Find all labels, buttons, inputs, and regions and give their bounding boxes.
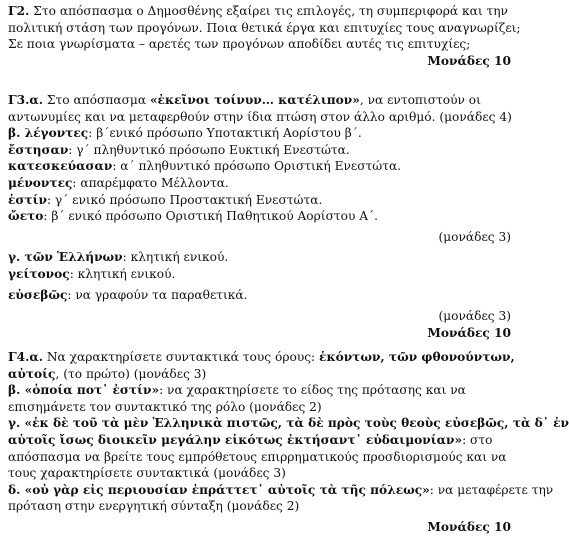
g4-g-line-4: τους χαρακτηρίσετε συντακτικά (μονάδες 3)	[8, 466, 286, 481]
g4-g-rest: : στο	[462, 432, 493, 447]
g4-b-label: β.	[8, 383, 25, 398]
g3-g-marks: (μονάδες 3)	[438, 309, 511, 324]
g3-g-item-3	[8, 287, 511, 304]
g4-d-line-2: πρόταση στην ενεργητική σύνταξη (μονάδες 2)	[8, 499, 300, 514]
item-desc: : απαρέμφατο Μέλλοντα.	[72, 175, 229, 190]
g3-b-marks: (μονάδες 3)	[438, 229, 511, 244]
item-word: ἐστίν	[8, 192, 47, 207]
question-g4	[8, 349, 569, 536]
g4-g-quote-1: «ἐκ δὲ τοῦ τὰ μὲν Ἑλληνικὰ πιστῶς, τὰ δὲ πρὸς τοὺς θεοὺς εὐσεβῶς, τὰ δ᾽ ἐν	[24, 416, 569, 431]
item-word: λέγοντες	[24, 126, 89, 141]
g3-g-label: γ.	[8, 250, 25, 265]
g2-marks: Μονάδες 10	[427, 53, 511, 68]
item-desc: : γ΄ πληθυντικό πρόσωπο Ευκτική Ενεστώτα.	[68, 142, 350, 157]
g2-label: Γ2.	[8, 4, 30, 18]
g4-label: Γ4.α.	[8, 350, 43, 364]
g4-g-line-3: απόσπασμα να βρείτε τους εμπρόθετους επιρρηματικούς προσδιορισμούς και να	[8, 449, 507, 464]
item-desc: : β΄ ενικό πρόσωπο Οριστική Παθητικού Αορίστου Α΄.	[43, 209, 379, 224]
g3-line-1	[8, 92, 511, 109]
g2-line-1-text: Στο απόσπασμα ο Δημοσθένης εξαίρει τις επιλογές, τη συμπεριφορά και την	[33, 4, 508, 18]
g4-b-rest: : να χαρακτηρίσετε το είδος της πρότασης και να	[159, 383, 466, 398]
g4-a-line-2	[8, 366, 511, 383]
g4-g-label: γ.	[8, 416, 25, 431]
g4-d-quote: «οὐ γὰρ εἰς περιουσίαν ἐπράττετ᾽ αὐτοῖς τὰ τῆς πόλεως»	[24, 482, 430, 497]
g4-a-line-1	[8, 349, 515, 366]
g2-line-1	[8, 3, 511, 20]
item-desc: : κλητική ενικού.	[122, 250, 229, 265]
g4-a-rest: , (το πρώτο) (μονάδες 3)	[55, 366, 207, 381]
g3-quote: «ἐκεῖνοι τοίνυν… κατέλιπον»	[149, 93, 360, 107]
g4-g-line-2	[8, 432, 511, 449]
g4-g-quote-2: αὑτοῖς ἴσως διοικεῖν μεγάλην εἰκότως ἐκτήσαντ᾽ εὐδαιμονίαν»	[8, 432, 463, 447]
g3-g-item-1	[8, 249, 511, 266]
g3-g-item-2	[8, 266, 511, 283]
g4-b-line-2: επισημάνετε τον συντακτικό της ρόλο (μονάδες 2)	[8, 399, 322, 414]
g3-b-item-3	[8, 158, 511, 175]
g2-text	[8, 3, 521, 53]
g3-b-item-1	[8, 125, 511, 142]
g3-label: Γ3.α.	[8, 93, 43, 107]
g4-a-terms: ἑκόντων, τῶν φθονούντων,	[319, 350, 515, 364]
item-desc: : γ΄ ενικό πρόσωπο Προστακτική Ενεστώτα.	[46, 192, 323, 207]
g3-intro-a: Στο απόσπασμα	[46, 93, 150, 107]
g2-line-3: Σε ποια γνωρίσματα – αρετές των προγόνων αποδίδει αυτές τις επιτυχίες;	[8, 37, 471, 52]
g4-marks: Μονάδες 10	[427, 519, 511, 534]
item-desc: : κλητική ενικού.	[69, 266, 176, 281]
g4-a-text: Να χαρακτηρίσετε συντακτικά τους όρους:	[46, 350, 320, 364]
g4-b-quote: «ὁποία ποτ᾽ ἐστίν»	[24, 383, 160, 398]
g3-b-label: β.	[8, 126, 25, 141]
item-word: ἔστησαν	[8, 142, 69, 157]
g3-intro-b: , να εντοπιστούν οι	[359, 93, 481, 107]
g4-b-line-1	[8, 382, 511, 399]
question-g3	[8, 92, 511, 341]
item-desc: : α΄ πληθυντικό πρόσωπο Οριστική Ενεστώτα.	[112, 159, 402, 174]
g4-d-line-1	[8, 482, 554, 499]
item-word: εὐσεβῶς	[8, 287, 68, 302]
question-g2	[8, 3, 521, 69]
item-desc: : να γραφούν τα παραθετικά.	[67, 287, 248, 302]
item-desc: : β΄ενικό πρόσωπο Υποτακτική Αορίστου β΄.	[88, 126, 362, 141]
g4-a-term: αὐτοίς	[8, 366, 56, 381]
g2-line-2: πολιτική στάση των προγόνων. Ποια θετικά έργα και επιτυχίες τους αναγνωρίζει;	[8, 20, 521, 35]
item-word: ὤετο	[8, 209, 44, 224]
item-word: κατεσκεύασαν	[8, 159, 113, 174]
g4-d-label: δ.	[8, 482, 25, 497]
g3-b-item-2	[8, 142, 511, 159]
item-word: γείτονος	[8, 266, 70, 281]
item-word: τῶν Ἑλλήνων	[24, 250, 123, 265]
g3-b-item-5	[8, 192, 511, 209]
g3-marks: Μονάδες 10	[427, 325, 511, 340]
g4-d-rest: : να μεταφέρετε την	[429, 482, 554, 497]
g3-line-2: αντωνυμίες και να μεταφερθούν στην ίδια πτώση στον άλλο αριθμό. (μονάδες 4)	[8, 109, 512, 124]
item-word: μένοντες	[8, 175, 73, 190]
g3-b-item-6	[8, 208, 511, 225]
g4-g-line-1	[8, 415, 569, 432]
g3-b-item-4	[8, 175, 511, 192]
